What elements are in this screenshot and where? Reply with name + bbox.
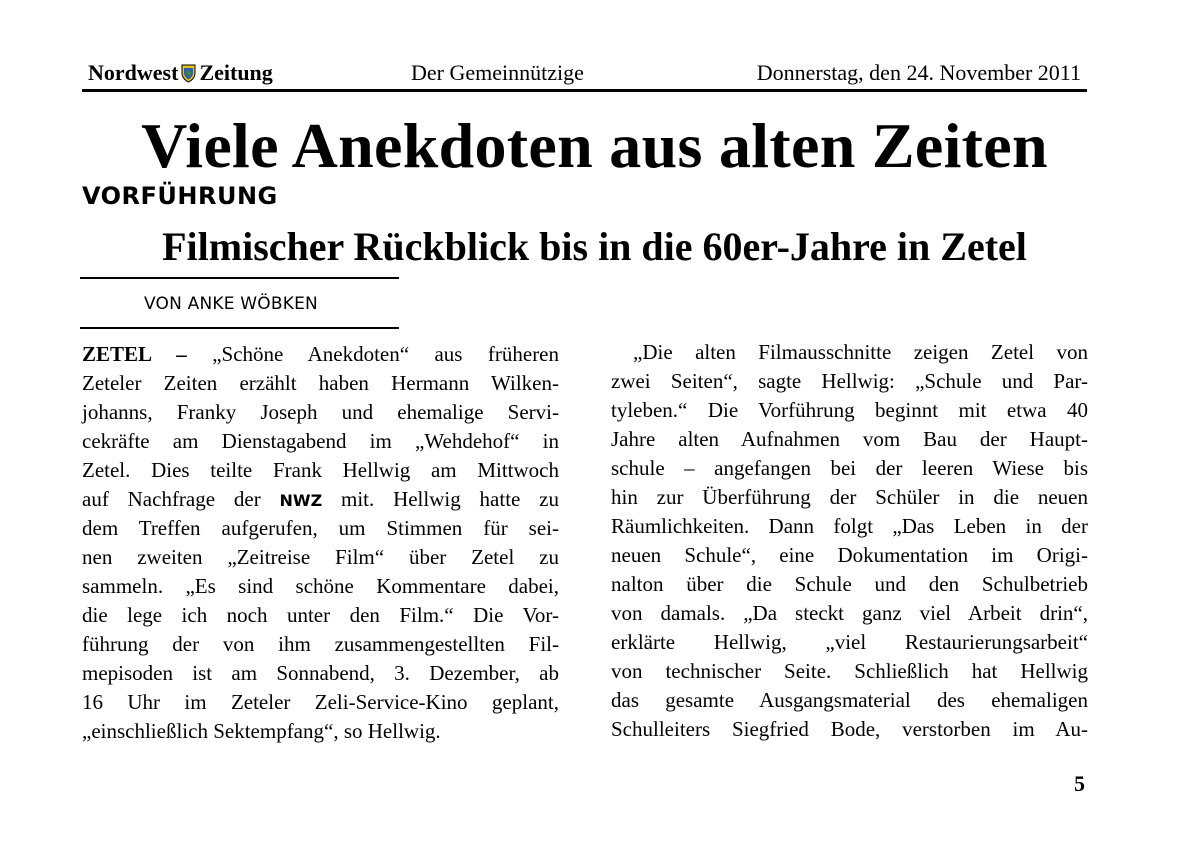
text-line: Zetel. Dies teilte Frank Hellwig am Mittwoch	[82, 458, 559, 482]
text-line: die lege ich noch unter den Film.“ Die Vor-	[82, 603, 559, 627]
article-column-2	[611, 338, 1088, 744]
text-line: Jahre alten Aufnahmen vom Bau der Haupt-	[611, 427, 1088, 451]
issue-date: Donnerstag, den 24. November 2011	[756, 60, 1081, 85]
newspaper-name	[88, 60, 273, 86]
masthead	[82, 58, 1085, 88]
text-line: Zeteler Zeiten erzählt haben Hermann Wilken-	[82, 371, 559, 395]
text-line: nalton über die Schule und den Schulbetrieb	[611, 572, 1088, 596]
text-line: „Die alten Filmausschnitte zeigen Zetel von	[633, 340, 1088, 364]
text-line: mepisoden ist am Sonnabend, 3. Dezember, ab	[82, 661, 559, 685]
text-line: tyleben.“ Die Vorführung beginnt mit etwa 40	[611, 398, 1088, 422]
text-line: Räumlichkeiten. Dann folgt „Das Leben in der	[611, 514, 1088, 538]
text-line: schule – angefangen bei der leeren Wiese bis	[611, 456, 1088, 480]
text-line: hin zur Überführung der Schüler in die neuen	[611, 485, 1088, 509]
text-line: von technischer Seite. Schließlich hat Hellwig	[611, 659, 1088, 683]
text-line: sammeln. „Es sind schöne Kommentare dabei,	[82, 574, 559, 598]
text-line: führung der von ihm zusammengestellten Fil-	[82, 632, 559, 656]
headline: Viele Anekdoten aus alten Zeiten	[141, 110, 1048, 181]
kicker: VORFÜHRUNG	[82, 182, 278, 210]
text-line: johanns, Franky Joseph und ehemalige Servi-	[82, 400, 559, 424]
dateline: ZETEL –	[82, 342, 187, 366]
coat-of-arms-icon	[181, 63, 196, 82]
text-line: 16 Uhr im Zeteler Zeli-Service-Kino geplant,	[82, 690, 559, 714]
text-line: auf Nachfrage der NWZ mit. Hellwig hatte zu	[82, 487, 559, 511]
byline: VON ANKE WÖBKEN	[144, 294, 318, 314]
text-line: cekräfte am Dienstagabend im „Wehdehof“ in	[82, 429, 559, 453]
text-line: neuen Schule“, eine Dokumentation im Origi-	[611, 543, 1088, 567]
section-name: Der Gemeinnützige	[411, 60, 584, 85]
byline-rule-bottom	[80, 327, 399, 329]
newspaper-name-right: Zeitung	[199, 60, 273, 85]
text-line: von damals. „Da steckt ganz viel Arbeit drin“,	[611, 601, 1088, 625]
newspaper-name-left: Nordwest	[88, 60, 179, 85]
text-line: „einschließlich Sektempfang“, so Hellwig.	[82, 719, 441, 743]
text-line: erklärte Hellwig, „viel Restaurierungsarbeit“	[611, 630, 1088, 654]
page-number: 5	[1074, 771, 1085, 796]
nwz-abbreviation: NWZ	[279, 491, 323, 510]
subheadline: Filmischer Rückblick bis in die 60er-Jahre in Zetel	[162, 224, 1027, 269]
text-line: Schulleiters Siegfried Bode, verstorben im Au-	[611, 717, 1088, 741]
byline-rule-top	[80, 277, 399, 279]
masthead-rule	[82, 89, 1087, 92]
text-line: dem Treffen aufgerufen, um Stimmen für sei-	[82, 516, 559, 540]
text-line: ZETEL – „Schöne Anekdoten“ aus früheren	[82, 342, 560, 366]
text-line: nen zweiten „Zeitreise Film“ über Zetel zu	[82, 545, 559, 569]
text-line: zwei Seiten“, sagte Hellwig: „Schule und Par-	[611, 369, 1088, 393]
article-column-1	[82, 340, 559, 746]
text-line: das gesamte Ausgangsmaterial des ehemaligen	[611, 688, 1088, 712]
